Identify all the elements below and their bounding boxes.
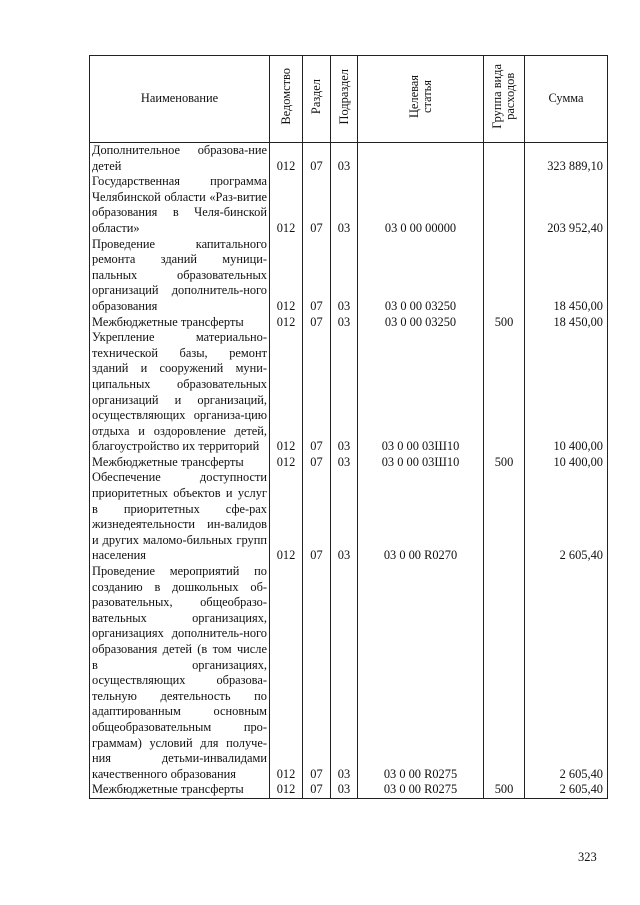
- cell-section: 07: [303, 174, 331, 236]
- cell-department: 012: [270, 782, 303, 798]
- cell-name: Государственная программа Челябинской области «Раз-витие образования в Челя-бинской области»: [90, 174, 270, 236]
- cell-department: 012: [270, 143, 303, 175]
- table-row: [90, 564, 608, 782]
- cell-subsection: 03: [331, 237, 358, 315]
- cell-sum: 2 605,40: [525, 782, 608, 798]
- cell-subsection: 03: [331, 174, 358, 236]
- header-sum: Сумма: [525, 56, 608, 143]
- budget-table: [89, 55, 608, 799]
- cell-target-item: 03 0 00 R0275: [358, 782, 484, 798]
- table-row: [90, 143, 608, 175]
- table-row: [90, 330, 608, 455]
- header-subsection: Подраздел: [331, 56, 358, 143]
- table-row: [90, 237, 608, 315]
- cell-sum: 18 450,00: [525, 315, 608, 331]
- header-target-item: Целевая статья: [358, 56, 484, 143]
- header-name: Наименование: [90, 56, 270, 143]
- cell-sum: 203 952,40: [525, 174, 608, 236]
- cell-department: 012: [270, 315, 303, 331]
- cell-department: 012: [270, 174, 303, 236]
- cell-target-item: 03 0 00 R0270: [358, 470, 484, 564]
- cell-section: 07: [303, 564, 331, 782]
- cell-section: 07: [303, 315, 331, 331]
- cell-target-item: [358, 143, 484, 175]
- cell-name: Межбюджетные трансферты: [90, 315, 270, 331]
- cell-name: Межбюджетные трансферты: [90, 455, 270, 471]
- cell-expense-group: [484, 330, 525, 455]
- cell-department: 012: [270, 237, 303, 315]
- cell-expense-group: [484, 237, 525, 315]
- cell-name: Укрепление материально-технической базы, ремонт зданий и сооружений муни-ципальных образовательных организаций и организаций, осуществляющих организа-цию отдыха и оздоровление детей, благоустройство их территорий: [90, 330, 270, 455]
- cell-target-item: 03 0 00 03250: [358, 315, 484, 331]
- header-department: Ведомство: [270, 56, 303, 143]
- cell-department: 012: [270, 330, 303, 455]
- cell-expense-group: [484, 470, 525, 564]
- cell-name: Проведение капитального ремонта зданий муници-пальных образовательных организаций дополнитель-ного образования: [90, 237, 270, 315]
- cell-name: Дополнительное образова-ние детей: [90, 143, 270, 175]
- table-row: [90, 455, 608, 471]
- cell-section: 07: [303, 470, 331, 564]
- table-row: [90, 470, 608, 564]
- cell-target-item: 03 0 00 03250: [358, 237, 484, 315]
- cell-department: 012: [270, 470, 303, 564]
- cell-target-item: 03 0 00 R0275: [358, 564, 484, 782]
- cell-section: 07: [303, 143, 331, 175]
- cell-section: 07: [303, 237, 331, 315]
- header-row: [90, 56, 608, 143]
- cell-expense-group: [484, 143, 525, 175]
- cell-sum: 18 450,00: [525, 237, 608, 315]
- cell-expense-group: 500: [484, 782, 525, 798]
- cell-sum: 2 605,40: [525, 470, 608, 564]
- cell-expense-group: 500: [484, 315, 525, 331]
- cell-subsection: 03: [331, 330, 358, 455]
- header-expense-group: Группа вида расходов: [484, 56, 525, 143]
- cell-sum: 2 605,40: [525, 564, 608, 782]
- cell-department: 012: [270, 455, 303, 471]
- table-row: [90, 782, 608, 798]
- cell-target-item: 03 0 00 03Ш10: [358, 330, 484, 455]
- cell-section: 07: [303, 455, 331, 471]
- cell-sum: 10 400,00: [525, 455, 608, 471]
- cell-subsection: 03: [331, 470, 358, 564]
- header-section: Раздел: [303, 56, 331, 143]
- cell-subsection: 03: [331, 315, 358, 331]
- cell-subsection: 03: [331, 455, 358, 471]
- cell-target-item: 03 0 00 03Ш10: [358, 455, 484, 471]
- cell-target-item: 03 0 00 00000: [358, 174, 484, 236]
- page-number: 323: [578, 850, 597, 864]
- cell-expense-group: [484, 564, 525, 782]
- cell-sum: 323 889,10: [525, 143, 608, 175]
- cell-expense-group: [484, 174, 525, 236]
- cell-expense-group: 500: [484, 455, 525, 471]
- cell-subsection: 03: [331, 564, 358, 782]
- cell-name: Межбюджетные трансферты: [90, 782, 270, 798]
- cell-name: Проведение мероприятий по созданию в дошкольных об-разовательных, общеобразо-вательных организациях, организациях дополнитель-ного образования детей (в том числе в организациях, осуществляющих образова-тельную деятельность по адаптированным основным общеобразовательным про-граммам) условий для получе-ния детьми-инвалидами качественного образования: [90, 564, 270, 782]
- table-row: [90, 315, 608, 331]
- table-body: [90, 143, 608, 799]
- cell-sum: 10 400,00: [525, 330, 608, 455]
- cell-subsection: 03: [331, 782, 358, 798]
- cell-department: 012: [270, 564, 303, 782]
- table-row: [90, 174, 608, 236]
- cell-section: 07: [303, 330, 331, 455]
- cell-subsection: 03: [331, 143, 358, 175]
- cell-section: 07: [303, 782, 331, 798]
- cell-name: Обеспечение доступности приоритетных объектов и услуг в приоритетных сфе-рах жизнедеятельности ин-валидов и других маломо-бильных групп населения: [90, 470, 270, 564]
